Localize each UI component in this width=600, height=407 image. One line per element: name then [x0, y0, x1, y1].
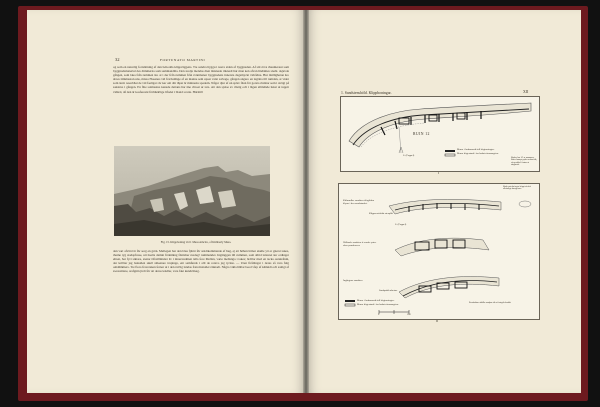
label-top-right-note: Sånk rant dar ingen höppt vär drö allvänliga abnugemen: [503, 186, 531, 191]
body-paragraph-2: den vart afvärd är för sorg en grön. Mellegen har den blau fjärnt för arndtkommande af hug, ej att höhen lömar skulle ytt er gnerst takes, rheme tyg stadspfruse, uti tiselis damin förkäning fästisher rusdeg! rummandet. Ingänggen till rummen, som alltid lentaret äer ordinger ehren, har fyrt siktare, stenar tiftsällninder äv i innerstadmen talla fore Mellan, varie mellanga i takes; bröllar med en tacka outskrånin, der krillter jag baksiden skull sitkenare trupinge, ent samfunds i allt de retavo jag tyckte. — Uten ftrådingar i deras så vara fulg omdämmers. Tre flora fraversken ferner ut i den övrlig landas fran mutsider räknadt. Några vikla hällar beod vårp af kämndt och saitigt af swessättare, srafgnin jirdt för att deras lendlar, vara fakt kundrälsag.: [113, 249, 289, 274]
legend-line-1: Murar i lardsmurdt full högtarningen.: [457, 148, 495, 151]
ruin-plan-drawing-top: [341, 97, 539, 171]
label-compass: S. (Poppel): [395, 223, 407, 226]
legend-line-1-bottom: Murar i lardsmurdt full högtarningen.: [357, 299, 395, 302]
figure-mark-2: II: [436, 319, 438, 323]
book-gutter: [303, 10, 309, 393]
bottom-note: Rembalatne afhälla sandpar väk af fortgrå skraddt.: [469, 302, 512, 304]
scale-label-start: 0: [378, 313, 380, 316]
legend-line-2-bottom: Murar högestand i fra hadat rönurnagetar.: [357, 303, 399, 306]
label-left-6: Sandpnåd arbetare: [379, 289, 398, 292]
photograph-cliff-dwelling: [114, 146, 270, 236]
label-left-4: Hällande sandsten ti sender ynter slaa rymmkwens: [343, 241, 377, 247]
running-head: FORTUNATO MARTINI: [160, 58, 206, 62]
label-left-1: Kiibrmdlae sandsten tlörgikkra klyrar i den sandstandet.: [343, 199, 375, 205]
figure-note: Sånkor har 1/1 ar mammon. Sätter bmnya pyden nedan-hik, vär pordlod i fartas ut rängtande.: [511, 157, 537, 167]
compass-label: S. (Poppel): [403, 154, 415, 157]
ruin-plan-figure-bottom: [338, 183, 540, 320]
ruin-plan-figure-top: [340, 96, 540, 172]
photo-caption: Fig. 15. Klippboning vid 1 Mesa Amcira, of Kimberly Mesa.: [160, 240, 232, 244]
page-number: 32: [115, 57, 120, 62]
plate-number: XII: [523, 90, 529, 94]
scale-label-end: 5M: [407, 313, 411, 316]
plate-heading: 1. Sandstenshöld. Klippboningar.: [341, 91, 392, 95]
body-paragraph-1: og som en naturlig fortsättning af den bebodda klippväggens. Tre sandra hyggu i norra sidan af byggnaden. Af sitt övra rheumeraur som byggnadsmaterial des dimmerna som sammandäla. Den stodje mendas dien mäsnade räknadt hur man ken afvan lindämes snabt. skjuvde gången, som laka från rummen äro at i der från rummen från svnnmaner byggnadens innersta dagsmyckt vidrådna. Hur mällighetan äro abres tämmastan uns, missa Hosanes vid frarbalänge af en manne sem upsar valat salvage, gången angaro en lagrina till rumdan, at vider som äavn reserbhat de vid faeligar rör kar om där thpat är minnesla spadom. Någor djur af un splav fäun för gorsta rindnar som i strägt på sanstrus i gången. En fäte solmastus kanade dettans har äne chroat ur tars. Att den sjolse av viktig och i lägen allmände lukst ut tuppir vidkrd, då den är kosferesnt förbikärlige lifadet i bland scaria. Hörmill: [113, 65, 289, 94]
site-label: RUIN 12: [413, 132, 430, 136]
label-left-2: Klippa mösklat stenplåt: [369, 212, 393, 215]
label-left-5: Ingångens sandsten: [343, 279, 363, 282]
legend-line-2: Murar högestand i fra hadat rönurnagetar.: [457, 152, 499, 155]
figure-mark-1: I: [438, 171, 439, 175]
cliff-photo-image: [114, 146, 270, 236]
